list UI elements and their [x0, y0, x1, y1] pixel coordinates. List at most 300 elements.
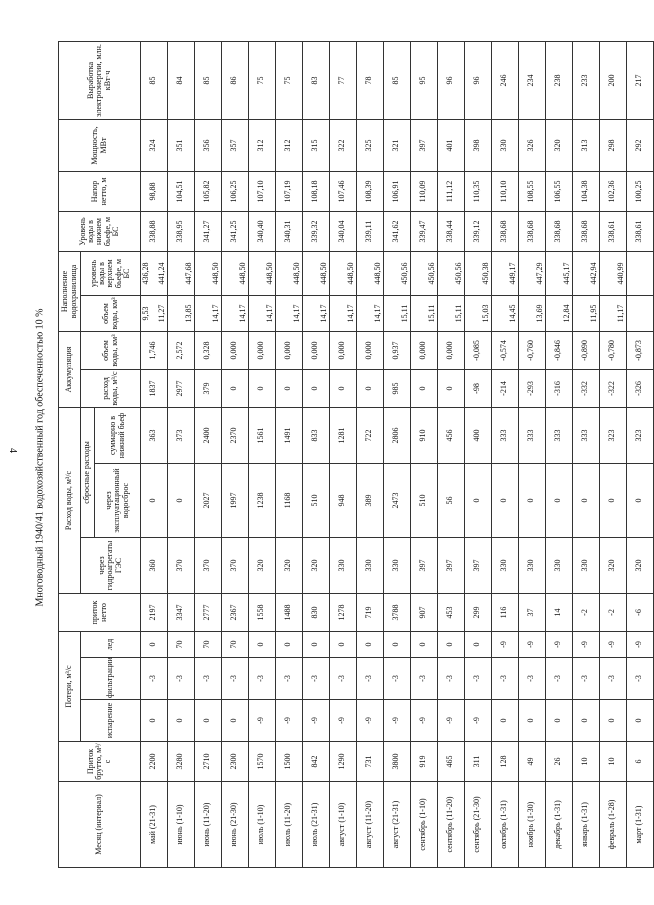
evaporation-cell — [492, 700, 519, 742]
fill-volume-cell — [276, 296, 303, 332]
evaporation-cell — [357, 700, 384, 742]
acc-flow-cell — [222, 370, 249, 408]
acc-volume-cell — [600, 332, 627, 370]
evaporation-cell-value: 0 — [499, 718, 508, 723]
acc-volume-cell-value: -0,890 — [580, 340, 589, 361]
generation-cell-value: 200 — [607, 74, 616, 87]
head-level-cell — [195, 251, 222, 295]
total-tailwater-cell-value: 323 — [634, 429, 643, 442]
inflow-cell — [492, 742, 519, 782]
net-head-cell — [330, 171, 357, 211]
power-cell-value: 330 — [499, 139, 508, 152]
acc-flow-cell-value: -293 — [526, 381, 535, 396]
inflow-net-cell — [573, 594, 600, 632]
filtration-cell-value: -3 — [364, 675, 373, 682]
power-cell-value: 325 — [364, 139, 373, 152]
inflow-cell — [546, 742, 573, 782]
fill-volume-cell-value: 15,03 — [480, 304, 490, 323]
turbines-cell — [573, 538, 600, 594]
head-level-cell-value: 448,50 — [291, 262, 301, 285]
inflow-cell-value: 1570 — [256, 753, 265, 770]
acc-flow-cell-value: 379 — [202, 382, 211, 395]
generation-cell-value: 246 — [499, 74, 508, 87]
acc-volume-cell-value: 0,937 — [391, 341, 400, 360]
month-cell — [492, 782, 519, 868]
ice-cell-value: 0 — [148, 642, 157, 647]
table-body — [141, 41, 654, 867]
inflow-cell — [519, 742, 546, 782]
header-net-head: Напор нетто, м — [59, 171, 141, 211]
acc-flow-cell — [330, 370, 357, 408]
tail-level-cell-value: 340,31 — [283, 220, 292, 243]
inflow-net-cell-value: -6 — [634, 609, 643, 616]
inflow-net-cell-value: 299 — [472, 606, 481, 619]
filtration-cell — [249, 658, 276, 700]
month-cell-value: сентябрь (21-30) — [472, 796, 481, 853]
acc-volume-cell — [573, 332, 600, 370]
inflow-cell — [330, 742, 357, 782]
header-losses: Потери, м³/с — [59, 632, 81, 742]
power-cell — [465, 119, 492, 171]
header-tail-level: Уровень воды в нижнем бьефе, м БС — [59, 211, 141, 251]
filtration-cell-value: -3 — [148, 675, 157, 682]
month-cell — [222, 782, 249, 868]
fill-volume-cell-value: 14,17 — [291, 304, 301, 323]
ice-cell-value: -9 — [526, 641, 535, 648]
ice-cell-value: 0 — [445, 642, 454, 647]
filtration-cell — [627, 658, 654, 700]
spillway-cell-value: 0 — [607, 498, 616, 503]
ice-cell — [438, 632, 465, 658]
generation-cell — [546, 41, 573, 119]
spillway-cell — [573, 464, 600, 538]
filtration-cell-value: -3 — [337, 675, 346, 682]
month-cell-value: ноябрь (1-30) — [526, 801, 535, 848]
acc-flow-cell-value: 0 — [283, 386, 292, 391]
net-head-cell — [492, 171, 519, 211]
acc-flow-cell-value: 0 — [445, 386, 454, 391]
inflow-cell — [357, 742, 384, 782]
spillway-cell-value: 1168 — [283, 492, 292, 509]
inflow-net-cell-value: 907 — [418, 606, 427, 619]
generation-cell — [303, 41, 330, 119]
net-head-cell-value: 104,38 — [580, 180, 589, 203]
table-row — [222, 41, 249, 867]
turbines-cell-value: 397 — [418, 559, 427, 572]
filtration-cell — [411, 658, 438, 700]
acc-flow-cell — [195, 370, 222, 408]
total-tailwater-cell — [519, 408, 546, 464]
turbines-cell-value: 370 — [175, 559, 184, 572]
ice-cell-value: 0 — [418, 642, 427, 647]
total-tailwater-cell — [249, 408, 276, 464]
turbines-cell-value: 320 — [283, 559, 292, 572]
acc-volume-cell — [168, 332, 195, 370]
power-cell — [411, 119, 438, 171]
acc-flow-cell — [492, 370, 519, 408]
spillway-cell-value: 56 — [445, 496, 454, 505]
turbines-cell-value: 330 — [526, 559, 535, 572]
head-level-cell-value: 450,56 — [399, 262, 409, 285]
tail-level-cell-value: 338,68 — [499, 220, 508, 243]
ice-cell-value: 0 — [337, 642, 346, 647]
spillway-cell — [330, 464, 357, 538]
tail-level-cell-value: 341,62 — [391, 220, 400, 243]
total-tailwater-cell-value: 2370 — [229, 427, 238, 444]
inflow-net-cell-value: 2197 — [148, 604, 157, 621]
spillway-cell-value: 1238 — [256, 492, 265, 509]
ice-cell-value: -9 — [553, 641, 562, 648]
spillway-cell-value: 389 — [364, 494, 373, 507]
tail-level-cell — [141, 211, 168, 251]
spillway-cell — [195, 464, 222, 538]
acc-flow-cell — [357, 370, 384, 408]
acc-volume-cell-value: 0,000 — [229, 341, 238, 360]
table-row — [492, 41, 519, 867]
ice-cell-value: -9 — [580, 641, 589, 648]
turbines-cell-value: 320 — [256, 559, 265, 572]
net-head-cell — [168, 171, 195, 211]
power-cell — [141, 119, 168, 171]
inflow-net-cell-value: 830 — [310, 606, 319, 619]
tail-level-cell — [411, 211, 438, 251]
inflow-cell-value: 465 — [445, 755, 454, 768]
turbines-cell-value: 330 — [337, 559, 346, 572]
net-head-cell-value: 107,19 — [283, 180, 292, 203]
turbines-cell-value: 330 — [391, 559, 400, 572]
acc-flow-cell-value: 0 — [256, 386, 265, 391]
power-cell — [357, 119, 384, 171]
table-row — [411, 41, 438, 867]
month-cell-value: март (1-31) — [634, 805, 643, 844]
spillway-cell-value: 0 — [175, 498, 184, 503]
inflow-cell-value: 49 — [526, 757, 535, 766]
spillway-cell-value: 1997 — [229, 492, 238, 509]
total-tailwater-cell — [492, 408, 519, 464]
inflow-cell-value: 731 — [364, 755, 373, 768]
acc-flow-cell-value: 0 — [364, 386, 373, 391]
power-cell — [276, 119, 303, 171]
tail-level-cell-value: 339,11 — [364, 220, 373, 243]
table-row — [384, 41, 411, 867]
acc-flow-cell-value: -326 — [634, 381, 643, 396]
acc-volume-cell-value: -0,574 — [499, 340, 508, 361]
evaporation-cell — [141, 700, 168, 742]
total-tailwater-cell — [357, 408, 384, 464]
generation-cell-value: 86 — [229, 76, 238, 85]
acc-flow-cell-value: 0 — [418, 386, 427, 391]
generation-cell — [249, 41, 276, 119]
tail-level-cell — [627, 211, 654, 251]
turbines-cell — [357, 538, 384, 594]
turbines-cell-value: 320 — [607, 559, 616, 572]
total-tailwater-cell — [600, 408, 627, 464]
power-cell — [222, 119, 249, 171]
ice-cell — [195, 632, 222, 658]
acc-volume-cell-value: 2,572 — [175, 341, 184, 360]
head-level-cell — [141, 251, 168, 295]
inflow-cell-value: 1500 — [283, 753, 292, 770]
inflow-net-cell — [384, 594, 411, 632]
generation-cell-value: 95 — [418, 76, 427, 85]
inflow-cell-value: 128 — [499, 755, 508, 768]
tail-level-cell — [573, 211, 600, 251]
net-head-cell-value: 102,36 — [607, 180, 616, 203]
tail-level-cell-value: 338,68 — [580, 220, 589, 243]
generation-cell — [168, 41, 195, 119]
tail-level-cell — [222, 211, 249, 251]
inflow-cell — [384, 742, 411, 782]
month-cell-value: сентябрь (1-10) — [418, 798, 427, 851]
table-row — [330, 41, 357, 867]
generation-cell — [627, 41, 654, 119]
fill-volume-cell-value: 11,17 — [615, 304, 625, 323]
inflow-net-cell-value: 1488 — [283, 604, 292, 621]
ice-cell-value: 70 — [175, 640, 184, 649]
inflow-net-cell — [627, 594, 654, 632]
spillway-cell — [141, 464, 168, 538]
tail-level-cell — [168, 211, 195, 251]
evaporation-cell — [438, 700, 465, 742]
net-head-cell — [384, 171, 411, 211]
month-cell — [276, 782, 303, 868]
net-head-cell — [357, 171, 384, 211]
tail-level-cell-value: 341,25 — [229, 220, 238, 243]
header-inflow-gross: Приток брутто, м³/с — [59, 742, 141, 782]
turbines-cell — [438, 538, 465, 594]
acc-flow-cell-value: 0 — [337, 386, 346, 391]
generation-cell — [519, 41, 546, 119]
spillway-cell-value: 948 — [337, 494, 346, 507]
head-level-cell-value: 448,50 — [345, 262, 355, 285]
turbines-cell — [465, 538, 492, 594]
filtration-cell-value: -3 — [472, 675, 481, 682]
evaporation-cell-value: -9 — [391, 717, 400, 724]
tail-level-cell-value: 338,44 — [445, 220, 454, 243]
acc-volume-cell-value: 0,328 — [202, 341, 211, 360]
head-level-cell-value: 448,50 — [237, 262, 247, 285]
head-level-cell-value: 441,24 — [156, 262, 166, 285]
generation-cell — [141, 41, 168, 119]
acc-volume-cell — [411, 332, 438, 370]
generation-cell — [573, 41, 600, 119]
net-head-cell-value: 106,55 — [553, 180, 562, 203]
ice-cell — [168, 632, 195, 658]
inflow-net-cell-value: 719 — [364, 606, 373, 619]
acc-volume-cell-value: -0,846 — [553, 340, 562, 361]
head-level-cell-value: 448,50 — [318, 262, 328, 285]
total-tailwater-cell-value: 333 — [499, 429, 508, 442]
acc-volume-cell-value: -0,873 — [634, 340, 643, 361]
tail-level-cell — [384, 211, 411, 251]
tail-level-cell-value: 338,61 — [607, 220, 616, 243]
evaporation-cell — [249, 700, 276, 742]
power-cell-value: 312 — [256, 139, 265, 152]
ice-cell — [546, 632, 573, 658]
generation-cell-value: 78 — [364, 76, 373, 85]
net-head-cell-value: 108,39 — [364, 180, 373, 203]
tail-level-cell — [249, 211, 276, 251]
inflow-cell — [168, 742, 195, 782]
table-row — [168, 41, 195, 867]
net-head-cell-value: 106,91 — [391, 180, 400, 203]
total-tailwater-cell-value: 363 — [148, 429, 157, 442]
tail-level-cell — [600, 211, 627, 251]
acc-volume-cell — [465, 332, 492, 370]
inflow-net-cell-value: 116 — [499, 606, 508, 619]
turbines-cell — [519, 538, 546, 594]
header-via-spillway: через эксплуатационный водосброс — [95, 464, 141, 538]
tail-level-cell-value: 338,95 — [175, 220, 184, 243]
month-cell — [627, 782, 654, 868]
tail-level-cell-value: 340,40 — [256, 220, 265, 243]
fill-volume-cell-value: 11,95 — [588, 304, 598, 323]
tail-level-cell-value: 338,68 — [526, 220, 535, 243]
turbines-cell-value: 330 — [364, 559, 373, 572]
header-discharge: сбросные расходы — [81, 408, 95, 538]
net-head-cell-value: 105,82 — [202, 180, 211, 203]
fill-volume-cell — [141, 296, 168, 332]
turbines-cell — [222, 538, 249, 594]
filtration-cell — [573, 658, 600, 700]
inflow-cell-value: 311 — [472, 755, 481, 768]
acc-flow-cell-value: -98 — [472, 383, 481, 394]
fill-volume-cell — [330, 296, 357, 332]
generation-cell — [465, 41, 492, 119]
inflow-net-cell — [222, 594, 249, 632]
turbines-cell — [384, 538, 411, 594]
tail-level-cell-value: 341,27 — [202, 220, 211, 243]
power-cell — [384, 119, 411, 171]
header-evaporation: испарение — [81, 700, 141, 742]
filtration-cell-value: -3 — [175, 675, 184, 682]
acc-volume-cell — [492, 332, 519, 370]
ice-cell-value: 0 — [256, 642, 265, 647]
tail-level-cell-value: 339,12 — [472, 220, 481, 243]
head-level-cell — [465, 251, 492, 295]
month-cell — [411, 782, 438, 868]
spillway-cell — [168, 464, 195, 538]
total-tailwater-cell-value: 833 — [310, 429, 319, 442]
tail-level-cell-value: 340,04 — [337, 220, 346, 243]
power-cell-value: 315 — [310, 139, 319, 152]
fill-volume-cell-value: 15,11 — [399, 304, 409, 323]
head-level-cell-value: 450,38 — [480, 262, 490, 285]
total-tailwater-cell-value: 373 — [175, 429, 184, 442]
power-cell-value: 320 — [553, 139, 562, 152]
turbines-cell-value: 370 — [229, 559, 238, 572]
inflow-cell — [303, 742, 330, 782]
head-level-cell — [546, 251, 573, 295]
evaporation-cell — [573, 700, 600, 742]
turbines-cell-value: 370 — [202, 559, 211, 572]
filtration-cell-value: -3 — [418, 675, 427, 682]
spillway-cell-value: 510 — [310, 494, 319, 507]
month-cell — [357, 782, 384, 868]
evaporation-cell — [411, 700, 438, 742]
tail-level-cell-value: 339,32 — [310, 220, 319, 243]
inflow-net-cell — [168, 594, 195, 632]
head-level-cell — [573, 251, 600, 295]
head-level-cell — [627, 251, 654, 295]
header-filling: Наполнение водохранилища — [59, 251, 81, 331]
acc-volume-cell — [141, 332, 168, 370]
acc-volume-cell — [384, 332, 411, 370]
total-tailwater-cell — [222, 408, 249, 464]
head-level-cell — [600, 251, 627, 295]
acc-flow-cell-value: 985 — [391, 382, 400, 395]
tail-level-cell-value: 339,47 — [418, 220, 427, 243]
acc-flow-cell — [168, 370, 195, 408]
power-cell-value: 326 — [526, 139, 535, 152]
header-power: Мощность, МВт — [59, 119, 141, 171]
generation-cell-value: 85 — [202, 76, 211, 85]
head-level-cell — [330, 251, 357, 295]
net-head-cell — [573, 171, 600, 211]
ice-cell-value: -9 — [634, 641, 643, 648]
generation-cell — [330, 41, 357, 119]
inflow-cell-value: 3800 — [391, 753, 400, 770]
fill-volume-cell — [546, 296, 573, 332]
evaporation-cell — [195, 700, 222, 742]
acc-volume-cell-value: 0,000 — [256, 341, 265, 360]
acc-flow-cell — [519, 370, 546, 408]
generation-cell-value: 83 — [310, 76, 319, 85]
turbines-cell — [627, 538, 654, 594]
net-head-cell-value: 111,12 — [445, 180, 454, 203]
power-cell-value: 324 — [148, 139, 157, 152]
evaporation-cell — [546, 700, 573, 742]
ice-cell-value: -9 — [607, 641, 616, 648]
generation-cell-value: 75 — [256, 76, 265, 85]
total-tailwater-cell — [438, 408, 465, 464]
filtration-cell — [465, 658, 492, 700]
head-level-cell-value: 445,17 — [561, 262, 571, 285]
acc-volume-cell-value: -0,760 — [526, 340, 535, 361]
inflow-cell — [465, 742, 492, 782]
acc-volume-cell — [438, 332, 465, 370]
power-cell-value: 356 — [202, 139, 211, 152]
acc-flow-cell — [249, 370, 276, 408]
filtration-cell-value: -3 — [526, 675, 535, 682]
power-cell-value: 322 — [337, 139, 346, 152]
evaporation-cell-value: 0 — [553, 718, 562, 723]
head-level-cell — [519, 251, 546, 295]
acc-volume-cell-value: 0,000 — [364, 341, 373, 360]
filtration-cell — [492, 658, 519, 700]
evaporation-cell-value: 0 — [607, 718, 616, 723]
month-cell — [384, 782, 411, 868]
spillway-cell — [438, 464, 465, 538]
power-cell-value: 398 — [472, 139, 481, 152]
tail-level-cell — [465, 211, 492, 251]
table-row — [546, 41, 573, 867]
table-row — [465, 41, 492, 867]
ice-cell — [627, 632, 654, 658]
table-caption: Многоводный 1940/41 водохозяйственный год обеспеченностью 10 % — [34, 308, 46, 607]
evaporation-cell-value: 0 — [634, 718, 643, 723]
month-cell-value: июнь (1-10) — [175, 804, 184, 845]
month-cell — [438, 782, 465, 868]
ice-cell — [276, 632, 303, 658]
head-level-cell — [411, 251, 438, 295]
month-cell-value: сентябрь (11-20) — [445, 796, 454, 853]
filtration-cell-value: -3 — [283, 675, 292, 682]
acc-flow-cell-value: -322 — [607, 381, 616, 396]
ice-cell-value: -9 — [499, 641, 508, 648]
net-head-cell-value: 98,88 — [148, 182, 157, 201]
tail-level-cell — [195, 211, 222, 251]
